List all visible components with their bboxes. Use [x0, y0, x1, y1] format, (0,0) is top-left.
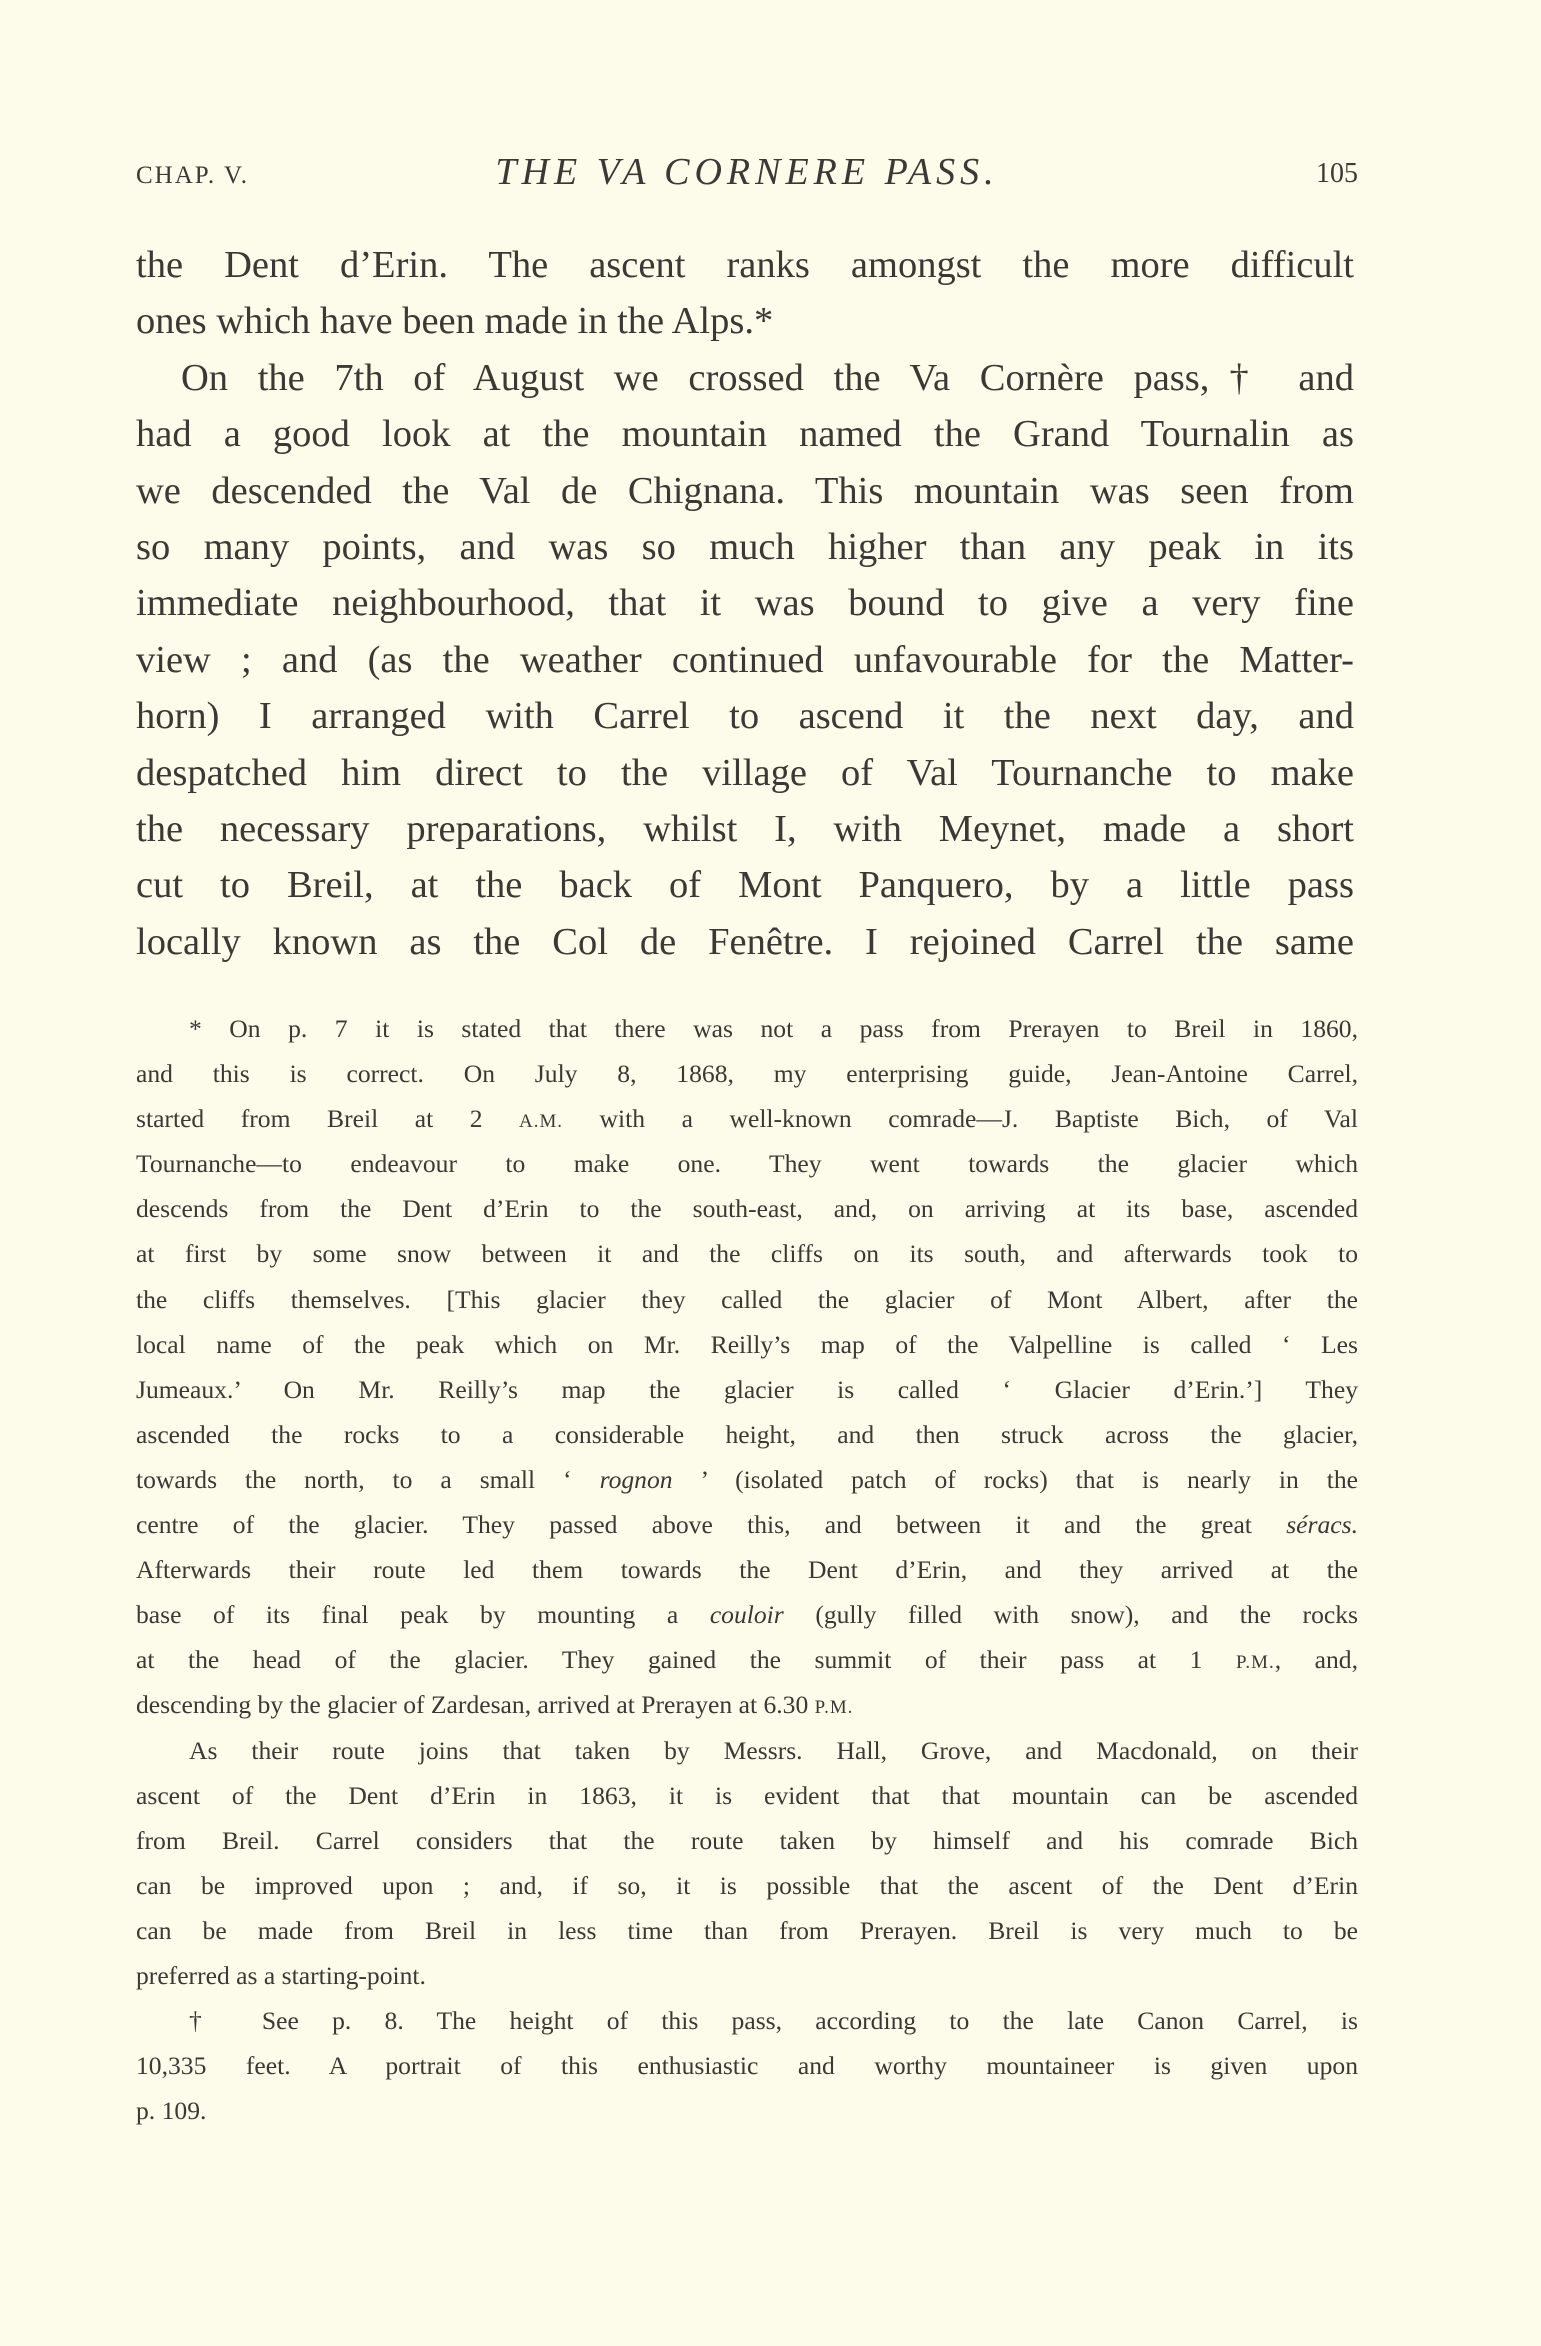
text-line: locally known as the Col de Fenêtre. I rejoined Carrel the same: [136, 920, 1354, 963]
footnote-line: Jumeaux.’ On Mr. Reilly’s map the glacier is called ‘ Glacier d’Erin.’] They: [136, 1374, 1358, 1404]
text-line: view ; and (as the weather continued unfavourable for the Matter-: [136, 638, 1354, 681]
text-line: ones which have been made in the Alps.*: [136, 300, 774, 343]
footnote-line: base of its final peak by mounting a couloir (gully filled with snow), and the rocks: [136, 1600, 1358, 1630]
footnote-line: centre of the glacier. They passed above this, and between it and the great séracs.: [136, 1510, 1358, 1540]
footnote-line: As their route joins that taken by Messrs. Hall, Grove, and Macdonald, on their: [189, 1735, 1358, 1765]
time-am: A.M.: [519, 1111, 564, 1133]
page-number: 105: [1316, 158, 1358, 189]
footnote-line: descending by the glacier of Zardesan, arrived at Prerayen at 6.30 P.M.: [136, 1690, 854, 1720]
text-line: the Dent d’Erin. The ascent ranks amongst the more difficult: [136, 244, 1354, 286]
time-pm: P.M.: [1235, 1652, 1275, 1674]
footnote-line: * On p. 7 it is stated that there was not a pass from Prerayen to Breil in 1860,: [189, 1014, 1358, 1043]
text-line: horn) I arranged with Carrel to ascend it the next day, and: [136, 695, 1354, 738]
footnotes: [136, 1006, 1358, 2133]
footnote-line: † See p. 8. The height of this pass, according to the late Canon Carrel, is: [189, 2006, 1358, 2036]
running-title: THE VA CORNERE PASS.: [495, 151, 999, 193]
footnote-line: descends from the Dent d’Erin to the south-east, and, on arriving at its base, ascended: [136, 1194, 1358, 1224]
running-head: [136, 150, 1358, 200]
italic-term: séracs.: [1286, 1510, 1358, 1540]
chapter-label: CHAP. V.: [136, 162, 250, 189]
italic-term: couloir: [709, 1600, 784, 1630]
footnote-line: ascended the rocks to a considerable height, and then struck across the glacier,: [136, 1419, 1358, 1449]
footnote-line: from Breil. Carrel considers that the route taken by himself and his comrade Bich: [136, 1825, 1358, 1855]
footnote-line: local name of the peak which on Mr. Reilly’s map of the Valpelline is called ‘ Les: [136, 1329, 1358, 1359]
italic-term: rognon: [599, 1464, 673, 1494]
footnote-line: the cliffs themselves. [This glacier they called the glacier of Mont Albert, after the: [136, 1284, 1358, 1314]
footnote-line: and this is correct. On July 8, 1868, my enterprising guide, Jean-Antoine Carrel,: [136, 1059, 1358, 1089]
main-text: [136, 237, 1354, 970]
time-pm: P.M.: [814, 1697, 854, 1719]
footnote-line: can be improved upon ; and, if so, it is possible that the ascent of the Dent d’Erin: [136, 1870, 1358, 1900]
text-line: immediate neighbourhood, that it was bound to give a very fine: [136, 582, 1354, 625]
footnote-line: started from Breil at 2 A.M. with a well-known comrade—J. Baptiste Bich, of Val: [136, 1104, 1359, 1134]
footnote-line: 10,335 feet. A portrait of this enthusiastic and worthy mountaineer is given upon: [136, 2051, 1358, 2081]
footnote-line: p. 109.: [136, 2096, 207, 2126]
footnote-line: at first by some snow between it and the cliffs on its south, and afterwards took to: [136, 1239, 1358, 1269]
text-line: cut to Breil, at the back of Mont Panquero, by a little pass: [136, 864, 1354, 907]
text-line: On the 7th of August we crossed the Va Cornère pass,† and: [181, 356, 1354, 399]
footnote-line: ascent of the Dent d’Erin in 1863, it is evident that that mountain can be ascended: [136, 1780, 1358, 1810]
footnote-line: preferred as a starting-point.: [136, 1960, 426, 1990]
footnote-line: Tournanche—to endeavour to make one. They went towards the glacier which: [136, 1149, 1358, 1179]
footnote-line: towards the north, to a small ‘ rognon ’ (isolated patch of rocks) that is nearly in the: [136, 1464, 1359, 1494]
footnote-line: can be made from Breil in less time than from Prerayen. Breil is very much to be: [136, 1915, 1358, 1945]
text-line: the necessary preparations, whilst I, with Meynet, made a short: [136, 807, 1354, 850]
text-line: had a good look at the mountain named the Grand Tournalin as: [136, 413, 1354, 456]
text-line: despatched him direct to the village of Val Tournanche to make: [136, 751, 1354, 794]
footnote-line: at the head of the glacier. They gained the summit of their pass at 1 P.M., and,: [136, 1645, 1358, 1675]
footnote-line: Afterwards their route led them towards the Dent d’Erin, and they arrived at the: [136, 1555, 1358, 1585]
text-line: so many points, and was so much higher than any peak in its: [136, 525, 1354, 568]
text-line: we descended the Val de Chignana. This mountain was seen from: [136, 469, 1354, 512]
